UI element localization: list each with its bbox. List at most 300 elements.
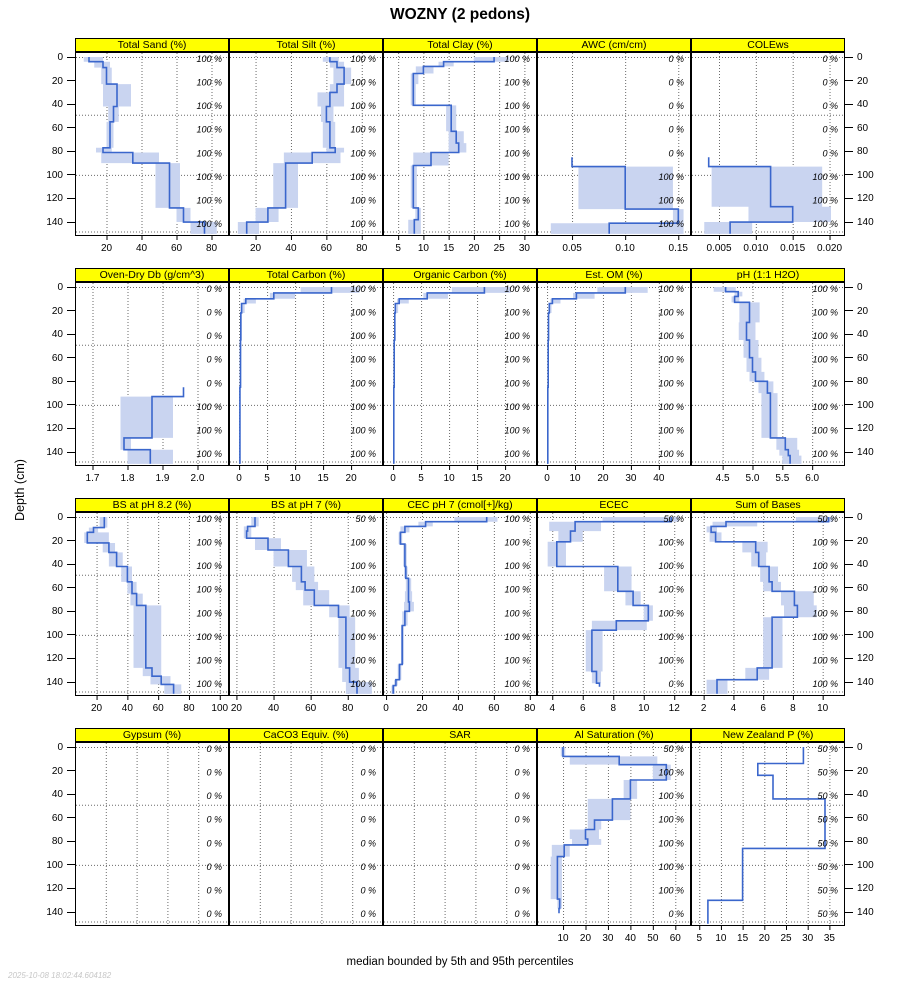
svg-text:100 %: 100 % — [504, 401, 530, 412]
panel-strip-title: SAR — [383, 728, 537, 742]
panel-plot — [537, 52, 691, 258]
panel-plot — [229, 52, 383, 258]
svg-text:0 %: 0 % — [360, 791, 376, 802]
contributing-fraction-labels — [504, 284, 530, 459]
depth-tick-left — [67, 104, 75, 105]
svg-text:5: 5 — [395, 243, 401, 254]
panel-bs-at-ph-8-2 — [75, 498, 229, 718]
depth-tick-label-left: 40 — [51, 789, 63, 801]
percentile-band — [238, 57, 351, 234]
svg-text:100 %: 100 % — [504, 425, 530, 436]
depth-tick-right — [845, 587, 853, 588]
depth-tick-label-right: 100 — [857, 629, 874, 641]
svg-text:0 %: 0 % — [668, 124, 684, 135]
svg-text:50: 50 — [647, 933, 659, 944]
svg-text:100 %: 100 % — [350, 54, 376, 64]
panel-plot — [229, 742, 383, 948]
depth-tick-left — [67, 174, 75, 175]
depth-tick-right — [845, 198, 853, 199]
svg-text:100 %: 100 % — [658, 631, 684, 642]
panel-plot — [537, 742, 691, 948]
contributing-fraction-labels — [350, 54, 376, 229]
panel-total-silt — [229, 38, 383, 258]
panel-sar — [383, 728, 537, 948]
depth-tick-label-right: 80 — [857, 606, 869, 618]
svg-text:100 %: 100 % — [812, 171, 838, 182]
svg-text:5.5: 5.5 — [775, 473, 790, 484]
depth-tick-label-right: 0 — [857, 512, 863, 523]
svg-text:100 %: 100 % — [504, 77, 530, 88]
depth-tick-left — [67, 517, 75, 518]
svg-text:0.05: 0.05 — [562, 243, 582, 254]
panel-est-om — [537, 268, 691, 488]
depth-tick-right — [845, 564, 853, 565]
x-axis — [383, 696, 536, 715]
svg-text:100 %: 100 % — [350, 449, 376, 460]
svg-text:50 %: 50 % — [355, 514, 376, 524]
percentile-band — [391, 517, 497, 694]
panel-plot — [691, 282, 845, 488]
contributing-fraction-labels — [658, 284, 684, 459]
svg-text:100 %: 100 % — [504, 378, 530, 389]
svg-text:100 %: 100 % — [504, 537, 530, 548]
svg-text:0 %: 0 % — [360, 767, 376, 778]
svg-text:0 %: 0 % — [822, 124, 838, 135]
panel-total-clay — [383, 38, 537, 258]
panel-ecec — [537, 498, 691, 718]
panel-plot — [383, 52, 537, 258]
x-axis — [544, 466, 665, 485]
depth-tick-label-left: 80 — [51, 146, 63, 158]
caption: median bounded by 5th and 95th percentiles — [346, 956, 574, 968]
svg-text:0 %: 0 % — [668, 54, 684, 64]
depth-tick-label-right: 100 — [857, 169, 874, 181]
depth-tick-right — [845, 127, 853, 128]
svg-text:100 %: 100 % — [350, 148, 376, 159]
panel-plot — [383, 512, 537, 718]
svg-text:0.005: 0.005 — [706, 243, 732, 254]
svg-text:100 %: 100 % — [504, 148, 530, 159]
svg-text:50 %: 50 % — [817, 791, 838, 802]
depth-tick-right — [845, 817, 853, 818]
median-line — [557, 517, 671, 687]
depth-tick-right — [845, 888, 853, 889]
depth-tick-right — [845, 80, 853, 81]
panel-ph-1-1-h2o — [691, 268, 845, 488]
svg-text:5: 5 — [418, 473, 424, 484]
svg-text:15: 15 — [317, 473, 329, 484]
depth-tick-label-left: 20 — [51, 75, 63, 87]
svg-text:0 %: 0 % — [360, 909, 376, 920]
svg-text:100 %: 100 % — [350, 425, 376, 436]
depth-tick-label-left: 0 — [57, 512, 63, 523]
x-axis — [706, 236, 842, 255]
depth-tick-left — [67, 452, 75, 453]
contributing-fraction-labels — [206, 744, 222, 919]
svg-text:2.0: 2.0 — [190, 473, 205, 484]
x-axis — [390, 466, 511, 485]
gridlines — [384, 743, 536, 925]
depth-tick-right — [845, 634, 853, 635]
depth-tick-label-left: 20 — [51, 765, 63, 777]
panel-plot — [75, 282, 229, 488]
depth-tick-left — [67, 222, 75, 223]
svg-text:100 %: 100 % — [812, 425, 838, 436]
median-line — [708, 747, 825, 924]
svg-text:0 %: 0 % — [668, 77, 684, 88]
svg-text:100 %: 100 % — [350, 219, 376, 230]
depth-tick-label-right: 40 — [857, 559, 869, 571]
contributing-fraction-labels — [360, 744, 376, 919]
depth-tick-label-right: 0 — [857, 52, 863, 63]
svg-text:0 %: 0 % — [360, 861, 376, 872]
svg-text:0: 0 — [390, 473, 396, 484]
depth-tick-label-left: 120 — [46, 193, 63, 205]
svg-text:20: 20 — [499, 473, 511, 484]
depth-tick-left — [67, 428, 75, 429]
svg-text:100 %: 100 % — [504, 219, 530, 230]
svg-text:0 %: 0 % — [668, 679, 684, 690]
svg-text:20: 20 — [249, 243, 262, 254]
svg-text:100 %: 100 % — [504, 514, 530, 524]
svg-text:0 %: 0 % — [514, 814, 530, 825]
svg-text:0 %: 0 % — [360, 838, 376, 849]
contributing-fraction-labels — [658, 514, 684, 689]
depth-tick-label-right: 20 — [857, 75, 869, 87]
depth-tick-label-left: 40 — [51, 329, 63, 341]
svg-text:0 %: 0 % — [206, 378, 222, 389]
svg-text:100 %: 100 % — [350, 354, 376, 365]
depth-tick-right — [845, 404, 853, 405]
panel-plot — [691, 512, 845, 718]
depth-tick-right — [845, 222, 853, 223]
depth-tick-left — [67, 287, 75, 288]
svg-text:8: 8 — [790, 703, 796, 714]
panel-sum-of-bases — [691, 498, 845, 718]
depth-tick-left — [67, 658, 75, 659]
svg-text:10: 10 — [569, 473, 581, 484]
depth-tick-label-left: 140 — [46, 677, 63, 689]
depth-tick-label-left: 100 — [46, 859, 63, 871]
svg-text:100 %: 100 % — [196, 401, 222, 412]
svg-text:100 %: 100 % — [196, 514, 222, 524]
depth-tick-label-right: 120 — [857, 653, 874, 665]
svg-text:40: 40 — [121, 703, 133, 714]
depth-tick-label-right: 80 — [857, 376, 869, 388]
x-axis — [395, 236, 530, 255]
svg-text:100 %: 100 % — [350, 307, 376, 318]
svg-text:1.9: 1.9 — [155, 473, 170, 484]
depth-tick-right — [845, 770, 853, 771]
svg-text:0 %: 0 % — [360, 885, 376, 896]
svg-text:6.0: 6.0 — [805, 473, 820, 484]
depth-tick-right — [845, 912, 853, 913]
depth-tick-left — [67, 817, 75, 818]
svg-text:100 %: 100 % — [658, 584, 684, 595]
svg-text:100 %: 100 % — [196, 655, 222, 666]
svg-text:100 %: 100 % — [812, 284, 838, 294]
depth-tick-label-right: 80 — [857, 146, 869, 158]
svg-text:100 %: 100 % — [658, 655, 684, 666]
svg-text:40: 40 — [267, 703, 280, 714]
svg-text:100: 100 — [211, 703, 229, 714]
contributing-fraction-labels — [658, 54, 684, 229]
svg-text:0 %: 0 % — [206, 909, 222, 920]
svg-text:20: 20 — [758, 933, 770, 944]
svg-text:50 %: 50 % — [817, 767, 838, 778]
svg-text:100 %: 100 % — [196, 631, 222, 642]
svg-text:100 %: 100 % — [658, 195, 684, 206]
depth-tick-label-right: 60 — [857, 122, 869, 134]
svg-text:15: 15 — [737, 933, 749, 944]
x-axis — [562, 236, 688, 255]
x-axis — [716, 466, 820, 485]
depth-tick-left — [67, 57, 75, 58]
depth-tick-label-left: 80 — [51, 836, 63, 848]
panel-new-zealand-p — [691, 728, 845, 948]
contributing-fraction-labels — [812, 54, 838, 229]
svg-text:100 %: 100 % — [812, 561, 838, 572]
svg-text:0 %: 0 % — [206, 814, 222, 825]
depth-tick-left — [67, 682, 75, 683]
svg-text:100 %: 100 % — [504, 171, 530, 182]
svg-text:100 %: 100 % — [504, 631, 530, 642]
svg-text:0 %: 0 % — [668, 101, 684, 112]
depth-tick-label-right: 120 — [857, 193, 874, 205]
depth-tick-left — [67, 404, 75, 405]
panel-plot — [75, 742, 229, 948]
depth-tick-label-left: 0 — [57, 52, 63, 63]
svg-text:30: 30 — [518, 243, 530, 254]
svg-text:100 %: 100 % — [812, 631, 838, 642]
svg-text:100 %: 100 % — [196, 148, 222, 159]
svg-text:100 %: 100 % — [812, 679, 838, 690]
panel-plot — [383, 282, 537, 488]
svg-text:100 %: 100 % — [350, 101, 376, 112]
svg-text:100 %: 100 % — [350, 378, 376, 389]
svg-text:100 %: 100 % — [196, 124, 222, 135]
depth-tick-right — [845, 517, 853, 518]
svg-text:0 %: 0 % — [360, 744, 376, 754]
percentile-band — [714, 287, 802, 464]
svg-text:40: 40 — [653, 473, 665, 484]
svg-text:100 %: 100 % — [504, 584, 530, 595]
svg-text:0.010: 0.010 — [743, 243, 769, 254]
svg-text:100 %: 100 % — [658, 171, 684, 182]
svg-text:20: 20 — [90, 703, 103, 714]
chart-title: WOZNY (2 pedons) — [389, 6, 531, 23]
panel-plot — [75, 512, 229, 718]
panel-strip-title: ECEC — [537, 498, 691, 512]
svg-text:60: 60 — [152, 703, 164, 714]
depth-tick-right — [845, 682, 853, 683]
contributing-fraction-labels — [812, 284, 838, 459]
depth-tick-right — [845, 334, 853, 335]
svg-text:100 %: 100 % — [658, 378, 684, 389]
svg-text:100 %: 100 % — [350, 77, 376, 88]
depth-tick-label-right: 0 — [857, 742, 863, 753]
svg-text:60: 60 — [305, 703, 317, 714]
svg-text:80: 80 — [342, 703, 354, 714]
svg-text:0 %: 0 % — [206, 284, 222, 294]
svg-text:100 %: 100 % — [658, 354, 684, 365]
svg-text:60: 60 — [320, 243, 332, 254]
svg-text:100 %: 100 % — [196, 101, 222, 112]
svg-text:20: 20 — [597, 473, 609, 484]
contributing-fraction-labels — [196, 54, 222, 229]
depth-tick-left — [67, 151, 75, 152]
svg-text:100 %: 100 % — [196, 561, 222, 572]
depth-tick-right — [845, 747, 853, 748]
svg-text:80: 80 — [356, 243, 368, 254]
svg-text:100 %: 100 % — [658, 561, 684, 572]
depth-tick-label-left: 120 — [46, 423, 63, 435]
depth-tick-label-left: 80 — [51, 376, 63, 388]
panel-awc-cm-cm — [537, 38, 691, 258]
svg-text:6: 6 — [760, 703, 766, 714]
depth-tick-label-right: 60 — [857, 812, 869, 824]
panel-strip-title: CaCO3 Equiv. (%) — [229, 728, 383, 742]
svg-text:100 %: 100 % — [504, 655, 530, 666]
x-axis — [696, 926, 835, 945]
depth-tick-right — [845, 841, 853, 842]
panel-colews — [691, 38, 845, 258]
svg-text:50 %: 50 % — [663, 514, 684, 524]
svg-text:100 %: 100 % — [658, 838, 684, 849]
x-axis — [231, 696, 354, 715]
x-axis — [101, 236, 218, 255]
depth-tick-left — [67, 198, 75, 199]
x-axis — [86, 466, 205, 485]
contributing-fraction-labels — [350, 284, 376, 459]
depth-tick-right — [845, 452, 853, 453]
svg-text:0: 0 — [544, 473, 550, 484]
depth-tick-right — [845, 794, 853, 795]
svg-text:10: 10 — [417, 243, 429, 254]
svg-text:0.015: 0.015 — [780, 243, 806, 254]
svg-text:50 %: 50 % — [817, 814, 838, 825]
svg-text:80: 80 — [183, 703, 195, 714]
panel-caco3-equiv — [229, 728, 383, 948]
depth-tick-label-left: 100 — [46, 169, 63, 181]
depth-tick-left — [67, 841, 75, 842]
depth-tick-left — [67, 747, 75, 748]
svg-text:100 %: 100 % — [658, 861, 684, 872]
panel-gypsum — [75, 728, 229, 948]
x-axis — [250, 236, 368, 255]
median-line — [240, 287, 332, 464]
svg-text:20: 20 — [345, 473, 357, 484]
svg-text:0.10: 0.10 — [615, 243, 635, 254]
panel-strip-title: COLEws — [691, 38, 845, 52]
depth-tick-label-left: 120 — [46, 653, 63, 665]
svg-text:0 %: 0 % — [822, 101, 838, 112]
svg-text:80: 80 — [205, 243, 218, 254]
svg-text:0: 0 — [236, 473, 242, 484]
svg-text:100 %: 100 % — [350, 608, 376, 619]
depth-tick-label-left: 40 — [51, 559, 63, 571]
svg-text:100 %: 100 % — [196, 195, 222, 206]
panel-cec-ph-7-cmol-kg — [383, 498, 537, 718]
panel-strip-title: CEC pH 7 (cmol[+]/kg) — [383, 498, 537, 512]
svg-text:10: 10 — [557, 933, 569, 944]
svg-text:30: 30 — [625, 473, 637, 484]
svg-text:100 %: 100 % — [504, 195, 530, 206]
svg-text:0 %: 0 % — [668, 909, 684, 920]
depth-tick-right — [845, 104, 853, 105]
depth-tick-label-left: 60 — [51, 122, 63, 134]
depth-tick-left — [67, 381, 75, 382]
svg-text:8: 8 — [610, 703, 617, 714]
svg-text:100 %: 100 % — [350, 584, 376, 595]
median-line — [89, 57, 205, 234]
svg-text:100 %: 100 % — [504, 124, 530, 135]
svg-text:0 %: 0 % — [822, 54, 838, 64]
depth-tick-label-left: 40 — [51, 99, 63, 111]
svg-text:100 %: 100 % — [504, 54, 530, 64]
depth-tick-label-right: 60 — [857, 582, 869, 594]
depth-tick-right — [845, 611, 853, 612]
svg-text:0 %: 0 % — [514, 909, 530, 920]
depth-tick-label-right: 60 — [857, 352, 869, 364]
svg-text:1.8: 1.8 — [120, 473, 135, 484]
depth-tick-label-right: 100 — [857, 399, 874, 411]
svg-text:5.0: 5.0 — [745, 473, 760, 484]
panel-strip-title: Oven-Dry Db (g/cm^3) — [75, 268, 229, 282]
panel-strip-title: BS at pH 7 (%) — [229, 498, 383, 512]
depth-tick-label-right: 40 — [857, 329, 869, 341]
svg-text:0 %: 0 % — [514, 791, 530, 802]
percentile-band — [551, 747, 671, 913]
gridlines — [230, 743, 382, 925]
depth-tick-right — [845, 864, 853, 865]
x-axis — [549, 696, 680, 715]
depth-tick-left — [67, 888, 75, 889]
svg-text:100 %: 100 % — [504, 307, 530, 318]
panel-strip-title: Est. OM (%) — [537, 268, 691, 282]
x-axis — [236, 466, 357, 485]
svg-text:10: 10 — [443, 473, 455, 484]
svg-text:100 %: 100 % — [196, 584, 222, 595]
svg-text:100 %: 100 % — [504, 679, 530, 690]
svg-text:100 %: 100 % — [658, 307, 684, 318]
depth-tick-label-right: 140 — [857, 677, 874, 689]
gridlines — [76, 743, 228, 925]
svg-text:25: 25 — [493, 243, 505, 254]
svg-text:20: 20 — [579, 933, 592, 944]
panel-bs-at-ph-7 — [229, 498, 383, 718]
svg-text:30: 30 — [602, 933, 614, 944]
svg-text:50 %: 50 % — [817, 885, 838, 896]
svg-text:100 %: 100 % — [350, 331, 376, 342]
svg-text:0 %: 0 % — [206, 838, 222, 849]
svg-text:4.5: 4.5 — [715, 473, 730, 484]
svg-text:0 %: 0 % — [206, 744, 222, 754]
median-line — [548, 287, 626, 464]
svg-text:50 %: 50 % — [817, 909, 838, 920]
panel-total-sand — [75, 38, 229, 258]
depth-tick-label-right: 40 — [857, 99, 869, 111]
svg-text:100 %: 100 % — [350, 195, 376, 206]
svg-text:10: 10 — [817, 703, 829, 714]
svg-text:100 %: 100 % — [658, 219, 684, 230]
depth-tick-right — [845, 287, 853, 288]
panel-al-saturation — [537, 728, 691, 948]
depth-tick-label-right: 120 — [857, 423, 874, 435]
panel-oven-dry-db-g-cm-3 — [75, 268, 229, 488]
panel-organic-carbon — [383, 268, 537, 488]
depth-tick-right — [845, 540, 853, 541]
